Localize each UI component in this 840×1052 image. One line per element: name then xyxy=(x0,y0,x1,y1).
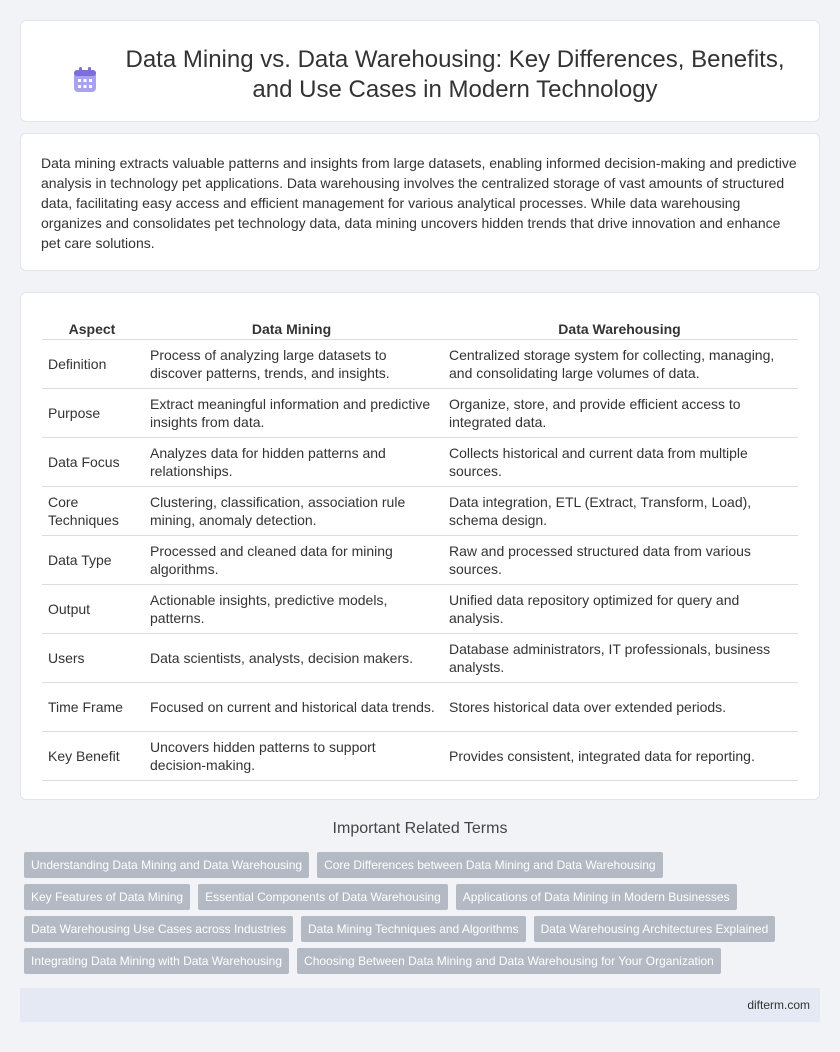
data-warehousing-cell: Data integration, ETL (Extract, Transform, Load), schema design. xyxy=(441,486,798,535)
data-warehousing-cell: Collects historical and current data from multiple sources. xyxy=(441,437,798,486)
related-terms-heading: Important Related Terms xyxy=(332,820,508,837)
tag-row xyxy=(24,916,824,942)
comparison-table xyxy=(42,313,798,781)
header-aspect: Aspect xyxy=(42,313,142,339)
related-term-link[interactable]: Essential Components of Data Warehousing xyxy=(198,884,448,910)
table-row xyxy=(42,437,798,486)
related-term-link[interactable]: Integrating Data Mining with Data Warehousing xyxy=(24,948,289,974)
page-title: Data Mining vs. Data Warehousing: Key Differences, Benefits, and Use Cases in Modern Technology xyxy=(125,46,785,103)
data-mining-cell: Focused on current and historical data trends. xyxy=(142,682,441,731)
data-mining-cell: Data scientists, analysts, decision makers. xyxy=(142,633,441,682)
data-warehousing-cell: Unified data repository optimized for query and analysis. xyxy=(441,584,798,633)
table-row xyxy=(42,339,798,388)
data-mining-cell: Process of analyzing large datasets to discover patterns, trends, and insights. xyxy=(142,339,441,388)
related-term-link[interactable]: Choosing Between Data Mining and Data Warehousing for Your Organization xyxy=(297,948,721,974)
table-row xyxy=(42,731,798,780)
data-warehousing-cell: Centralized storage system for collecting, managing, and consolidating large volumes of data. xyxy=(441,339,798,388)
aspect-cell: Data Type xyxy=(42,535,142,584)
aspect-cell: Key Benefit xyxy=(42,731,142,780)
intro-paragraph: Data mining extracts valuable patterns and insights from large datasets, enabling informed decision-making and predictive analysis in technology pet applications. Data warehousing involves the centralized storage of vast amounts of structured data, facilitating easy access and efficient management for various analytical processes. While data warehousing organizes and consolidates pet technology data, data mining uncovers hidden trends that drive innovation and enhance pet care solutions. xyxy=(41,155,797,251)
related-terms-list xyxy=(24,852,824,980)
footer xyxy=(20,988,820,1022)
table-header-row xyxy=(42,313,798,339)
calendar-grid-icon xyxy=(73,67,97,93)
data-mining-cell: Extract meaningful information and predictive insights from data. xyxy=(142,388,441,437)
related-term-link[interactable]: Applications of Data Mining in Modern Businesses xyxy=(456,884,737,910)
data-warehousing-cell: Raw and processed structured data from various sources. xyxy=(441,535,798,584)
table-row xyxy=(42,682,798,731)
related-term-link[interactable]: Core Differences between Data Mining and Data Warehousing xyxy=(317,852,663,878)
aspect-cell: Output xyxy=(42,584,142,633)
data-mining-cell: Processed and cleaned data for mining algorithms. xyxy=(142,535,441,584)
title-card xyxy=(20,20,820,122)
aspect-cell: Definition xyxy=(42,339,142,388)
data-mining-cell: Analyzes data for hidden patterns and relationships. xyxy=(142,437,441,486)
aspect-cell: Users xyxy=(42,633,142,682)
data-warehousing-cell: Provides consistent, integrated data for reporting. xyxy=(441,731,798,780)
related-term-link[interactable]: Understanding Data Mining and Data Warehousing xyxy=(24,852,309,878)
aspect-cell: Data Focus xyxy=(42,437,142,486)
data-mining-cell: Uncovers hidden patterns to support decision-making. xyxy=(142,731,441,780)
data-mining-cell: Clustering, classification, association rule mining, anomaly detection. xyxy=(142,486,441,535)
aspect-cell: Purpose xyxy=(42,388,142,437)
header-data-warehousing: Data Warehousing xyxy=(441,313,798,339)
site-link[interactable]: difterm.com xyxy=(747,998,810,1012)
intro-card xyxy=(20,133,820,271)
table-row xyxy=(42,388,798,437)
data-warehousing-cell: Organize, store, and provide efficient access to integrated data. xyxy=(441,388,798,437)
related-term-link[interactable]: Data Warehousing Use Cases across Industries xyxy=(24,916,293,942)
related-term-link[interactable]: Data Mining Techniques and Algorithms xyxy=(301,916,526,942)
aspect-cell: Core Techniques xyxy=(42,486,142,535)
table-row xyxy=(42,584,798,633)
tag-row xyxy=(24,852,824,878)
table-row xyxy=(42,535,798,584)
related-term-link[interactable]: Key Features of Data Mining xyxy=(24,884,190,910)
table-row xyxy=(42,633,798,682)
header-data-mining: Data Mining xyxy=(142,313,441,339)
tag-row xyxy=(24,884,824,910)
tag-row xyxy=(24,948,824,974)
data-warehousing-cell: Stores historical data over extended periods. xyxy=(441,682,798,731)
data-warehousing-cell: Database administrators, IT professionals, business analysts. xyxy=(441,633,798,682)
comparison-table-card xyxy=(20,292,820,800)
aspect-cell: Time Frame xyxy=(42,682,142,731)
table-row xyxy=(42,486,798,535)
data-mining-cell: Actionable insights, predictive models, patterns. xyxy=(142,584,441,633)
related-term-link[interactable]: Data Warehousing Architectures Explained xyxy=(534,916,776,942)
